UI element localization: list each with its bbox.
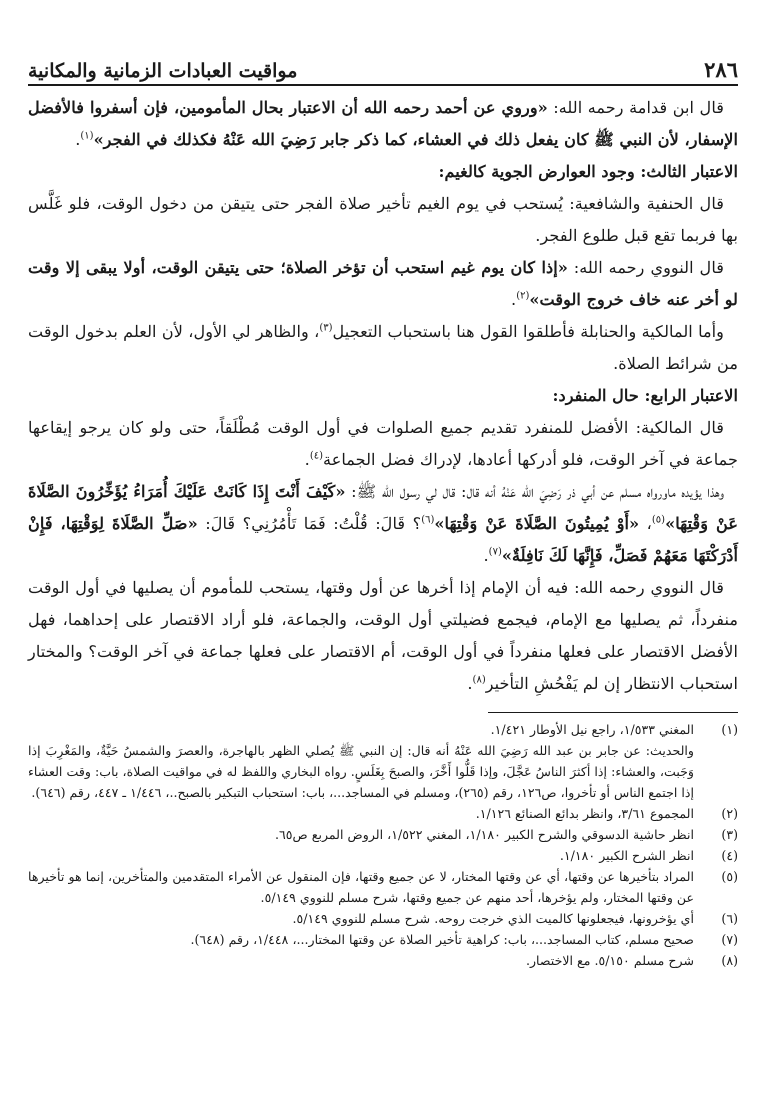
paragraph-ibn-qudama bbox=[28, 92, 738, 156]
text: . bbox=[304, 450, 310, 469]
running-title: مواقيت العبادات الزمانية والمكانية bbox=[28, 60, 298, 82]
text: قال ابن قدامة رحمه الله: bbox=[547, 98, 724, 117]
footnote-ref: (١) bbox=[80, 130, 94, 142]
main-text bbox=[28, 92, 738, 700]
footnote bbox=[28, 845, 738, 866]
footnote-ref: (٦) bbox=[421, 514, 435, 526]
footnote-ref: (٧) bbox=[488, 546, 502, 558]
footnote-line: انظر الشرح الكبير ١/١٨٠. bbox=[559, 848, 694, 863]
paragraph-hadith-abu-dharr bbox=[28, 476, 738, 572]
footnote-line: صحيح مسلم، كتاب المساجد...، باب: كراهية تأخير الصلاة عن وقتها المختار...، ١/٤٤٨، رقم (٦٤٨). bbox=[190, 932, 694, 947]
footnote-line: انظر حاشية الدسوقي والشرح الكبير ١/١٨٠، المغني ١/٥٢٢، الروض المربع ص٦٥. bbox=[274, 827, 694, 842]
paragraph-hanafiyya: قال الحنفية والشافعية: يُستحب في يوم الغيم تأخير صلاة الفجر حتى يتيقن من دخول الوقت، فلو غَلَّس بها فربما تقع قبل طلوع الفجر. bbox=[28, 194, 738, 245]
footnote-number: (٢) bbox=[721, 806, 738, 821]
footnote-line: شرح مسلم ٥/١٥٠. مع الاختصار. bbox=[525, 953, 694, 968]
footnote-separator bbox=[488, 712, 738, 713]
hadith-quote: «صَلِّ الصَّلَاةَ لِوَقْتِهَا، فَإِنْ أَدْرَكْتَهَا مَعَهُمْ فَصَلِّ، فَإِنَّهَا لَكَ نَافِلَةٌ» bbox=[28, 514, 738, 565]
hadith-quote: «كَيْفَ أَنْتَ إِذَا كَانَتْ عَلَيْكَ أُمَرَاءُ يُؤَخِّرُونَ الصَّلَاةَ عَنْ وَقْتِهَا» bbox=[28, 482, 738, 533]
footnote-number: (٣) bbox=[721, 827, 738, 842]
text: . bbox=[75, 130, 81, 149]
page-number: ٢٨٦ bbox=[704, 57, 738, 82]
footnote bbox=[28, 719, 738, 803]
footnote-text bbox=[28, 824, 694, 845]
footnote-ref: (٨) bbox=[472, 674, 486, 686]
footnote-number: (٨) bbox=[721, 953, 738, 968]
footnote-line: أي يؤخرونها، فيجعلونها كالميت الذي خرجت روحه. شرح مسلم للنووي ٥/١٤٩. bbox=[292, 911, 694, 926]
footnote bbox=[28, 866, 738, 908]
text: ؟ قَالَ: قُلْتُ: فَمَا تَأْمُرُنِي؟ قَالَ: bbox=[197, 514, 422, 533]
quotation: «وروي عن أحمد رحمه الله أن الاعتبار بحال المأمومين، فإن أسفروا فالأفضل الإسفار، لأن النبي ﷺ كان يفعل ذلك في العشاء، كما ذكر جابر رَضِيَ الله عَنْهُ فكذلك في الفجر» bbox=[28, 98, 738, 149]
footnote-line: المراد بتأخيرها عن وقتها، أي عن وقتها المختار، لا عن جميع وقتها، فإن المنقول عن الأمراء المتقدمين والمتأخرين، إنما هو تأخيرها عن وقتها المختار، ولم يؤخرها، أحد منهم عن جميع وقتها، شرح مسلم للنووي ٥/١٤٩. bbox=[28, 869, 694, 905]
text: قال النووي رحمه الله: فيه أن الإمام إذا أخرها عن أول وقتها، يستحب للمأموم أن يصليها في أول الوقت منفرداً، ثم يصليها مع الإمام، فيجمع فضيلتي أول الوقت، والجماعة، فلو أراد الاقتصار على إحداهما، فهل الأفضل الاقتصار على فعلها منفرداً في أول الوقت، أم الاقتصار على فعلها جماعة في آخر الوقت؟ والمختار استحباب الانتظار إن لم يَفْحُشِ التأخير bbox=[28, 578, 738, 693]
footnote-ref: (٥) bbox=[651, 514, 666, 526]
footnote-text bbox=[28, 929, 694, 950]
footnote-line: والحديث: عن جابر بن عبد الله رَضِيَ الله عَنْهُ أنه قال: إن النبي ﷺ يُصلي الظهر بالهاجرة، والعصرَ والشمسُ حَيَّةٌ، والمَغْرِبَ إذا وَجَبت، والعشاء: إذا أكثرَ الناسُ عَجَّلَ، وإذا قَلُّوا أَخَّرَ، والصبحَ بِغَلَسٍ. رواه البخاري واللفظ له في مواقيت الصلاة، باب: وقت العشاء إذا اجتمع الناس أو تأخروا، ص١٢٦، رقم (٢٦٥)، ومسلم في المساجد...، باب: استحباب التبكير بالصبح..، ١/٤٤٦ ـ ٤٤٧، رقم (٦٤٦). bbox=[28, 743, 694, 800]
hadith-quote: «أَوْ يُمِيتُونَ الصَّلَاةَ عَنْ وَقْتِهَا» bbox=[434, 514, 640, 533]
text: وهذا يؤيده ماورواه مسلم عن أبي ذر رَضِيَ الله عَنْهُ أنه قال: قال لي رسول الله ﷺ: bbox=[345, 482, 724, 501]
text: . bbox=[511, 290, 517, 309]
footnote-text bbox=[28, 866, 694, 908]
footnote-ref: (٣) bbox=[319, 322, 333, 334]
footnotes bbox=[28, 719, 738, 971]
footnote bbox=[28, 950, 738, 971]
footnote-number: (٧) bbox=[721, 932, 738, 947]
footnote-text bbox=[28, 803, 694, 824]
footnote-text bbox=[28, 908, 694, 929]
footnote-ref: (٤) bbox=[309, 450, 324, 462]
footnote-ref: (٢) bbox=[516, 290, 530, 302]
footnote-line: المغني ١/٥٣٣، راجع نيل الأوطار ١/٤٢١. bbox=[490, 722, 694, 737]
footnote-text bbox=[28, 950, 694, 971]
footnote-number: (٤) bbox=[721, 848, 738, 863]
quotation: «إذا كان يوم غيم استحب أن تؤخر الصلاة؛ حتى يتيقن الوقت، أولا يبقى إلا وقت لو أخر عنه خاف خروج الوقت» bbox=[28, 258, 738, 309]
footnote bbox=[28, 929, 738, 950]
paragraph-malikiyya-individual bbox=[28, 412, 738, 476]
section-heading-fourth: الاعتبار الرابع: حال المنفرد: bbox=[552, 386, 738, 405]
footnote-text bbox=[28, 845, 694, 866]
text: وأما المالكية والحنابلة فأطلقوا القول هنا باستحباب التعجيل bbox=[332, 322, 724, 341]
section-heading-third: الاعتبار الثالث: وجود العوارض الجوية كالغيم: bbox=[438, 162, 738, 181]
text: قال النووي رحمه الله: bbox=[567, 258, 724, 277]
text: ، bbox=[639, 514, 652, 533]
paragraph-malikiyya-hanabila bbox=[28, 316, 738, 380]
footnote bbox=[28, 824, 738, 845]
text: ، والظاهر لي الأول، لأن العلم بدخول الوقت من شرائط الصلاة. bbox=[28, 322, 738, 373]
text: . bbox=[467, 674, 473, 693]
footnote-line: المجموع ٣/٦١، وانظر بدائع الصنائع ١/١٢٦. bbox=[475, 806, 694, 821]
page-header bbox=[28, 42, 738, 86]
footnote bbox=[28, 908, 738, 929]
footnote-text bbox=[28, 719, 694, 803]
text: قال المالكية: الأفضل للمنفرد تقديم جميع الصلوات في أول الوقت مُطْلَقاً، حتى ولو كان يرجو إيقاعها جماعة في آخر الوقت، فلو أدركها أعادها، لإدراك فضل الجماعة bbox=[28, 418, 738, 469]
footnote bbox=[28, 803, 738, 824]
paragraph-nawawi-commentary bbox=[28, 572, 738, 700]
book-page bbox=[28, 42, 738, 971]
paragraph-nawawi-cloud bbox=[28, 252, 738, 316]
text: . bbox=[483, 546, 489, 565]
footnote-number: (٥) bbox=[721, 869, 738, 884]
footnote-number: (١) bbox=[721, 722, 738, 737]
footnote-number: (٦) bbox=[721, 911, 738, 926]
